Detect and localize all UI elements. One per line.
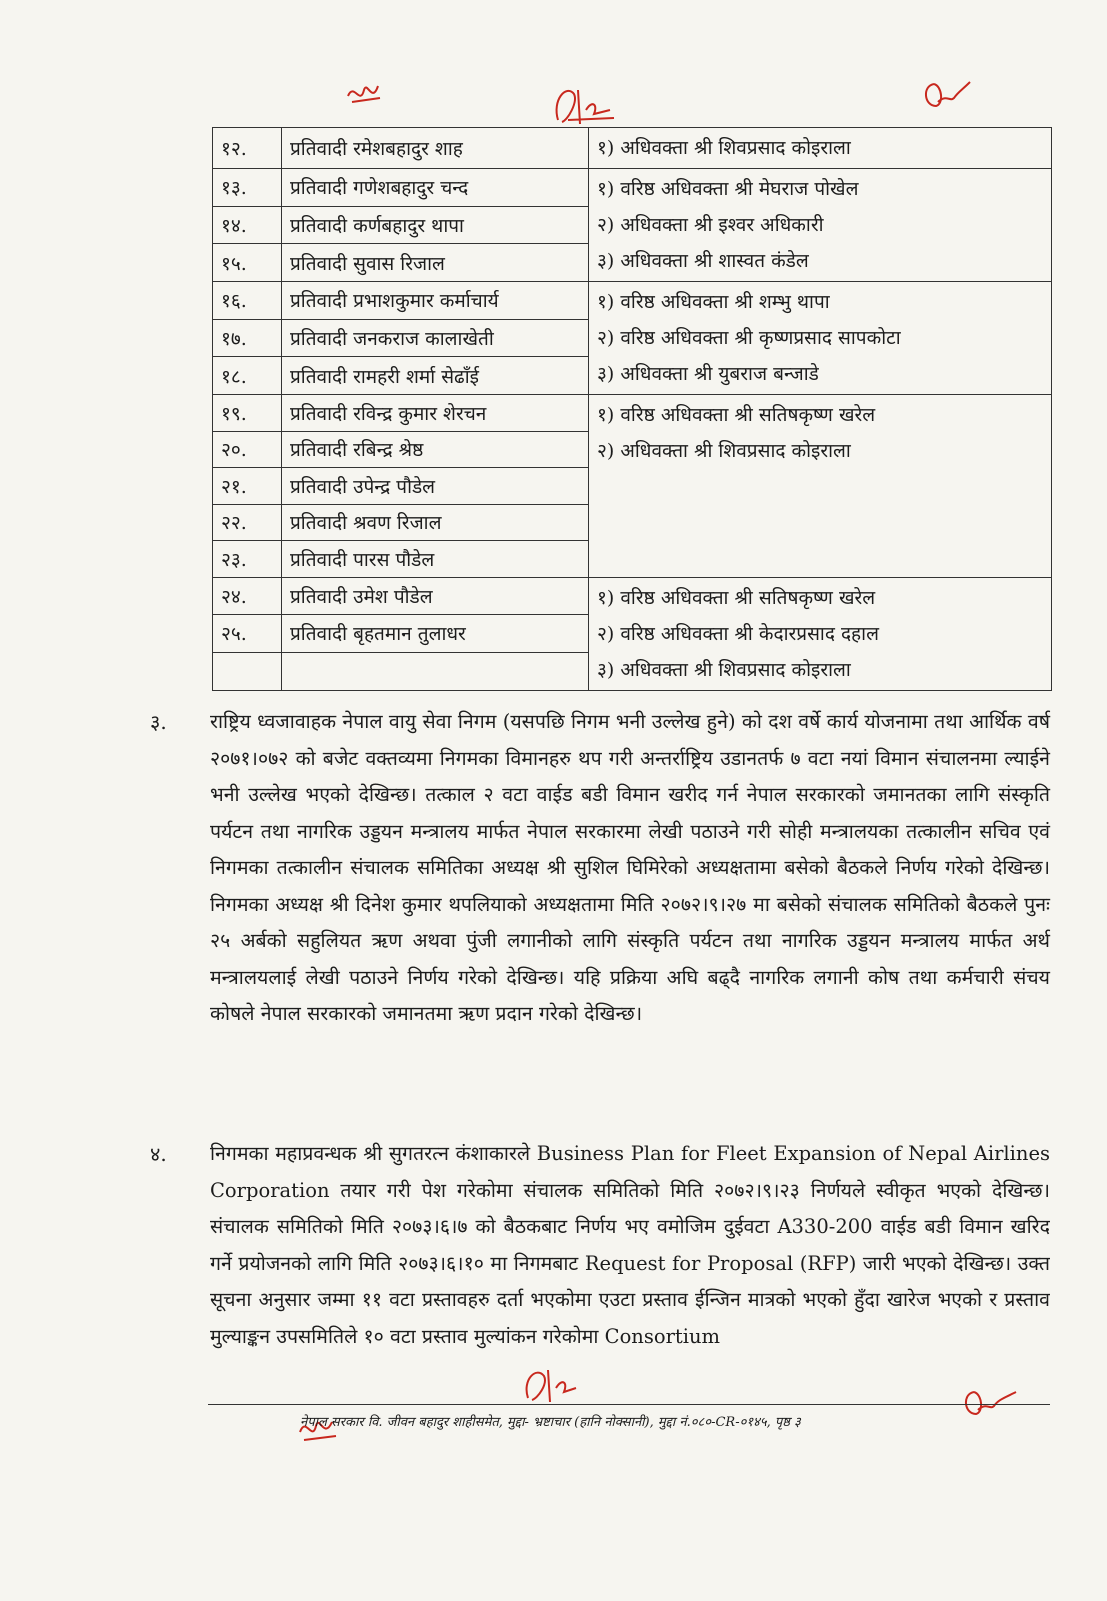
defendant-counsel-table xyxy=(212,127,1052,691)
signature-initial-bottom-center xyxy=(520,1362,580,1410)
row-number: १५. xyxy=(213,244,282,282)
row-number: २०. xyxy=(213,431,282,468)
counsel-group xyxy=(589,282,1052,395)
row-number: २२. xyxy=(213,504,282,541)
defendant-name: प्रतिवादी रविन्द्र कुमार शेरचन xyxy=(282,395,589,432)
page-footer: नेपाल सरकार वि. जीवन बहादुर शाहीसमेत, मुद्दा- भ्रष्टाचार (हानि नोक्सानी), मुद्दा नं.०८०-CR-०१४५, पृष्ठ ३ xyxy=(300,1415,801,1430)
paragraph-number: ४. xyxy=(150,1142,167,1166)
counsel-line: २) अधिवक्ता श्री शिवप्रसाद कोइराला xyxy=(597,440,851,462)
defendant-name: प्रतिवादी प्रभाशकुमार कर्माचार्य xyxy=(282,282,589,320)
row-number xyxy=(213,652,282,690)
row-number: २१. xyxy=(213,468,282,505)
row-number: १६. xyxy=(213,282,282,320)
counsel-group xyxy=(589,577,1052,690)
counsel-line: १) वरिष्ठ अधिवक्ता श्री सतिषकृष्ण खरेल xyxy=(597,404,876,426)
defendant-name: प्रतिवादी गणेशबहादुर चन्द xyxy=(282,169,589,207)
table-row xyxy=(213,282,1052,320)
row-number: १८. xyxy=(213,357,282,395)
row-number: २३. xyxy=(213,541,282,578)
table-row xyxy=(213,128,1052,169)
signature-initial-top-right xyxy=(920,76,972,120)
defendant-name: प्रतिवादी रामहरी शर्मा सेढाँई xyxy=(282,357,589,395)
row-number: १३. xyxy=(213,169,282,207)
defendant-name: प्रतिवादी श्रवण रिजाल xyxy=(282,504,589,541)
counsel-line: २) वरिष्ठ अधिवक्ता श्री कृष्णप्रसाद सापकोटा xyxy=(597,327,901,349)
counsel-line: २) वरिष्ठ अधिवक्ता श्री केदारप्रसाद दहाल xyxy=(597,622,879,645)
defendant-name: प्रतिवादी उपेन्द्र पौडेल xyxy=(282,468,589,505)
counsel-line: १) वरिष्ठ अधिवक्ता श्री शम्भु थापा xyxy=(597,291,830,313)
footer-rule xyxy=(208,1404,1050,1405)
defendant-name: प्रतिवादी जनकराज कालाखेती xyxy=(282,319,589,357)
counsel-line: १) अधिवक्ता श्री शिवप्रसाद कोइराला xyxy=(597,137,851,159)
row-number: १७. xyxy=(213,319,282,357)
counsel-group xyxy=(589,128,1052,169)
row-number: २४. xyxy=(213,577,282,615)
paragraph-number: ३. xyxy=(150,710,167,734)
signature-initial-bottom-right xyxy=(960,1384,1020,1428)
defendant-name: प्रतिवादी उमेश पौडेल xyxy=(282,577,589,615)
row-number: १२. xyxy=(213,128,282,169)
defendant-name xyxy=(282,652,589,690)
counsel-group xyxy=(589,395,1052,578)
defendant-name: प्रतिवादी रमेशबहादुर शाह xyxy=(282,128,589,169)
paragraph-text: राष्ट्रिय ध्वजावाहक नेपाल वायु सेवा निगम (यसपछि निगम भनी उल्लेख हुने) को दश वर्षे कार्य योजनामा तथा आर्थिक वर्ष २०७१।०७२ को बजेट वक्तव्यमा निगमका विमानहरु थप गरी अन्तर्राष्ट्रिय उडानतर्फ ७ वटा नयां विमान संचालनमा ल्याईने भनी उल्लेख भएको देखिन्छ। तत्काल २ वटा वाईड बडी विमान खरीद गर्न नेपाल सरकारको जमानतका लागि संस्कृति पर्यटन तथा नागरिक उड्डयन मन्त्रालय मार्फत नेपाल सरकारमा लेखी पठाउने गरी सोही मन्त्रालयका तत्कालीन सचिव एवं निगमका तत्कालीन संचालक समितिका अध्यक्ष श्री सुशिल घिमिरेको अध्यक्षतामा बसेको बैठकले निर्णय गरेको देखिन्छ। निगमका अध्यक्ष श्री दिनेश कुमार थपलियाको अध्यक्षतामा मिति २०७२।९।२७ मा बसेको संचालक समितिको बैठकले पुनः २५ अर्बको सहुलियत ऋण अथवा पुंजी लगानीको लागि संस्कृति पर्यटन तथा नागरिक उड्डयन मन्त्रालय मार्फत अर्थ मन्त्रालयलाई लेखी पठाउने निर्णय गरेको देखिन्छ। यहि प्रक्रिया अघि बढ्दै नागरिक लगानी कोष तथा कर्मचारी संचय कोषले नेपाल सरकारको जमानतमा ऋण प्रदान गरेको देखिन्छ। xyxy=(210,710,1050,1025)
counsel-line: ३) अधिवक्ता श्री शिवप्रसाद कोइराला xyxy=(597,658,851,681)
counsel-line: ३) अधिवक्ता श्री युबराज बन्जाडे xyxy=(597,363,819,385)
defendant-name: प्रतिवादी सुवास रिजाल xyxy=(282,244,589,282)
counsel-group xyxy=(589,169,1052,282)
row-number: १९. xyxy=(213,395,282,432)
counsel-line: २) अधिवक्ता श्री इश्वर अधिकारी xyxy=(597,214,824,236)
paragraph-text: निगमका महाप्रवन्धक श्री सुगतरत्न कंशाकारले Business Plan for Fleet Expansion of Nepal Airlines Corporation तयार गरी पेश गरेकोमा संचालक समितिको मिति २०७२।९।२३ निर्णयले स्वीकृत भएको देखिन्छ। संचालक समितिको मिति २०७३।६।७ को बैठकबाट निर्णय भए वमोजिम दुईवटा A330-200 वाईड बडी विमान खरिद गर्ने प्रयोजनको लागि मिति २०७३।६।१० मा निगमबाट Request for Proposal (RFP) जारी भएको देखिन्छ। उक्त सूचना अनुसार जम्मा ११ वटा प्रस्तावहरु दर्ता भएकोमा एउटा प्रस्ताव ईन्जिन मात्रको भएको हुँदा खारेज भएको र प्रस्ताव मुल्याङ्कन उपसमितिले १० वटा प्रस्ताव मुल्यांकन गरेकोमा Consortium xyxy=(210,1142,1050,1348)
counsel-line: १) वरिष्ठ अधिवक्ता श्री मेघराज पोखेल xyxy=(597,178,859,200)
row-number: २५. xyxy=(213,615,282,653)
counsel-line: ३) अधिवक्ता श्री शास्वत कंडेल xyxy=(597,250,809,272)
defendant-name: प्रतिवादी पारस पौडेल xyxy=(282,541,589,578)
table-row xyxy=(213,169,1052,207)
signature-initial-top-left xyxy=(344,76,386,114)
table-row xyxy=(213,395,1052,432)
signature-initial-top-center xyxy=(548,80,618,132)
counsel-line: १) वरिष्ठ अधिवक्ता श्री सतिषकृष्ण खरेल xyxy=(597,586,876,609)
defendant-name: प्रतिवादी रबिन्द्र श्रेष्ठ xyxy=(282,431,589,468)
table-row xyxy=(213,577,1052,615)
defendant-name: प्रतिवादी कर्णबहादुर थापा xyxy=(282,206,589,244)
row-number: १४. xyxy=(213,206,282,244)
defendant-name: प्रतिवादी बृहतमान तुलाधर xyxy=(282,615,589,653)
